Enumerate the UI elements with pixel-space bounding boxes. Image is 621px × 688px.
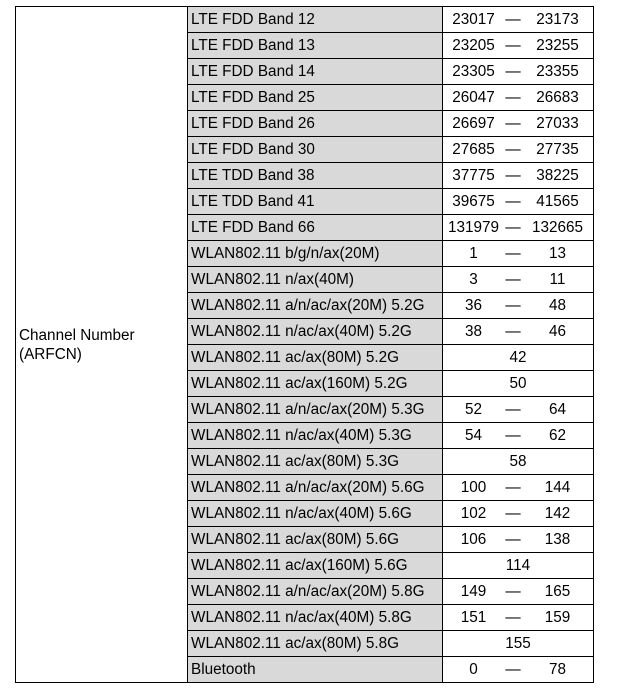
group-label-cell <box>16 7 188 683</box>
group-label-line1: Channel Number <box>19 326 135 344</box>
channel-high-cell: 48 <box>522 293 594 319</box>
channel-high-cell: 13 <box>522 241 594 267</box>
band-name-cell: WLAN802.11 ac/ax(160M) 5.6G <box>188 553 443 579</box>
band-name-cell: WLAN802.11 n/ac/ax(40M) 5.6G <box>188 501 443 527</box>
channel-high-cell: 23355 <box>522 59 594 85</box>
channel-high-cell: 23255 <box>522 33 594 59</box>
range-separator: — <box>504 137 522 163</box>
channel-high-cell: 26683 <box>522 85 594 111</box>
channel-single-cell: 42 <box>443 345 594 371</box>
band-name-cell: WLAN802.11 n/ac/ax(40M) 5.8G <box>188 605 443 631</box>
channel-high-cell: 46 <box>522 319 594 345</box>
range-separator: — <box>504 319 522 345</box>
channel-low-cell: 100 <box>443 475 505 501</box>
channel-high-cell: 159 <box>522 605 594 631</box>
channel-low-cell: 0 <box>443 657 505 683</box>
channel-low-cell: 151 <box>443 605 505 631</box>
channel-low-cell: 26047 <box>443 85 505 111</box>
range-separator: — <box>504 215 522 241</box>
channel-high-cell: 27033 <box>522 111 594 137</box>
channel-table-container <box>15 6 594 683</box>
band-name-cell: LTE FDD Band 13 <box>188 33 443 59</box>
range-separator: — <box>504 657 522 683</box>
table-body <box>16 7 594 683</box>
channel-low-cell: 23305 <box>443 59 505 85</box>
band-name-cell: LTE TDD Band 38 <box>188 163 443 189</box>
channel-low-cell: 149 <box>443 579 505 605</box>
range-separator: — <box>504 501 522 527</box>
band-name-cell: WLAN802.11 a/n/ac/ax(20M) 5.2G <box>188 293 443 319</box>
channel-low-cell: 23017 <box>443 7 505 33</box>
range-separator: — <box>504 475 522 501</box>
range-separator: — <box>504 33 522 59</box>
channel-low-cell: 52 <box>443 397 505 423</box>
band-name-cell: LTE FDD Band 30 <box>188 137 443 163</box>
channel-low-cell: 26697 <box>443 111 505 137</box>
channel-high-cell: 38225 <box>522 163 594 189</box>
range-separator: — <box>504 85 522 111</box>
channel-single-cell: 155 <box>443 631 594 657</box>
channel-single-cell: 50 <box>443 371 594 397</box>
channel-high-cell: 165 <box>522 579 594 605</box>
range-separator: — <box>504 423 522 449</box>
channel-number-table <box>15 6 594 683</box>
channel-high-cell: 23173 <box>522 7 594 33</box>
range-separator: — <box>504 241 522 267</box>
band-name-cell: LTE TDD Band 41 <box>188 189 443 215</box>
range-separator: — <box>504 527 522 553</box>
channel-high-cell: 64 <box>522 397 594 423</box>
channel-low-cell: 54 <box>443 423 505 449</box>
channel-low-cell: 3 <box>443 267 505 293</box>
range-separator: — <box>504 579 522 605</box>
band-name-cell: WLAN802.11 ac/ax(160M) 5.2G <box>188 371 443 397</box>
band-name-cell: WLAN802.11 ac/ax(80M) 5.6G <box>188 527 443 553</box>
channel-low-cell: 131979 <box>443 215 505 241</box>
range-separator: — <box>504 163 522 189</box>
range-separator: — <box>504 267 522 293</box>
band-name-cell: WLAN802.11 n/ac/ax(40M) 5.2G <box>188 319 443 345</box>
range-separator: — <box>504 293 522 319</box>
band-name-cell: WLAN802.11 n/ax(40M) <box>188 267 443 293</box>
channel-high-cell: 78 <box>522 657 594 683</box>
channel-low-cell: 106 <box>443 527 505 553</box>
channel-low-cell: 37775 <box>443 163 505 189</box>
band-name-cell: WLAN802.11 a/n/ac/ax(20M) 5.3G <box>188 397 443 423</box>
channel-low-cell: 36 <box>443 293 505 319</box>
band-name-cell: Bluetooth <box>188 657 443 683</box>
band-name-cell: LTE FDD Band 66 <box>188 215 443 241</box>
group-label-line2: (ARFCN) <box>19 345 82 363</box>
range-separator: — <box>504 397 522 423</box>
channel-low-cell: 1 <box>443 241 505 267</box>
channel-single-cell: 114 <box>443 553 594 579</box>
channel-high-cell: 27735 <box>522 137 594 163</box>
band-name-cell: WLAN802.11 a/n/ac/ax(20M) 5.8G <box>188 579 443 605</box>
channel-high-cell: 138 <box>522 527 594 553</box>
channel-high-cell: 62 <box>522 423 594 449</box>
channel-high-cell: 41565 <box>522 189 594 215</box>
channel-low-cell: 39675 <box>443 189 505 215</box>
range-separator: — <box>504 111 522 137</box>
channel-low-cell: 38 <box>443 319 505 345</box>
band-name-cell: WLAN802.11 ac/ax(80M) 5.8G <box>188 631 443 657</box>
channel-single-cell: 58 <box>443 449 594 475</box>
band-name-cell: LTE FDD Band 12 <box>188 7 443 33</box>
band-name-cell: LTE FDD Band 14 <box>188 59 443 85</box>
range-separator: — <box>504 59 522 85</box>
channel-low-cell: 27685 <box>443 137 505 163</box>
band-name-cell: WLAN802.11 ac/ax(80M) 5.3G <box>188 449 443 475</box>
band-name-cell: WLAN802.11 ac/ax(80M) 5.2G <box>188 345 443 371</box>
channel-low-cell: 102 <box>443 501 505 527</box>
channel-high-cell: 144 <box>522 475 594 501</box>
band-name-cell: WLAN802.11 n/ac/ax(40M) 5.3G <box>188 423 443 449</box>
range-separator: — <box>504 7 522 33</box>
band-name-cell: LTE FDD Band 26 <box>188 111 443 137</box>
band-name-cell: WLAN802.11 a/n/ac/ax(20M) 5.6G <box>188 475 443 501</box>
range-separator: — <box>504 605 522 631</box>
table-row <box>16 7 594 33</box>
channel-high-cell: 132665 <box>522 215 594 241</box>
band-name-cell: WLAN802.11 b/g/n/ax(20M) <box>188 241 443 267</box>
band-name-cell: LTE FDD Band 25 <box>188 85 443 111</box>
channel-high-cell: 11 <box>522 267 594 293</box>
channel-low-cell: 23205 <box>443 33 505 59</box>
channel-high-cell: 142 <box>522 501 594 527</box>
range-separator: — <box>504 189 522 215</box>
